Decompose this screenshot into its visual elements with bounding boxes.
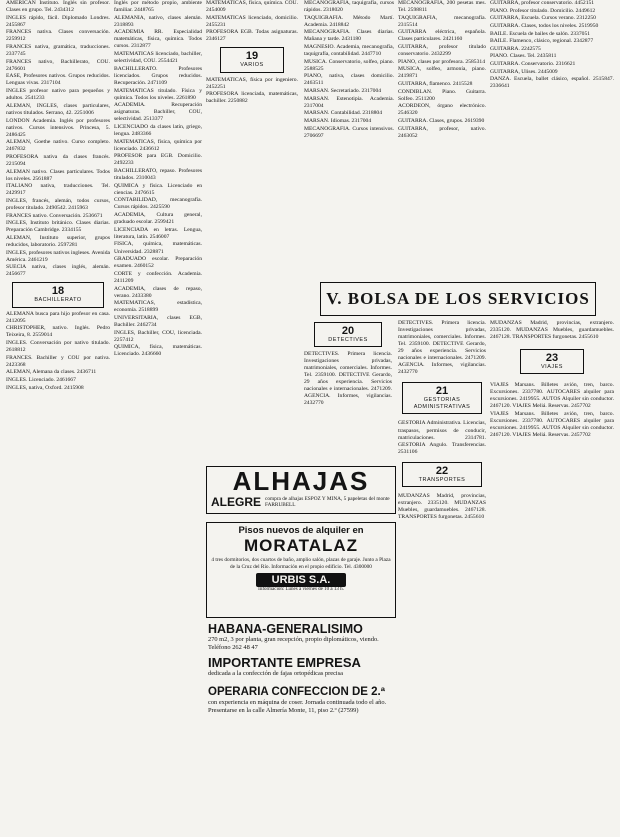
section-number: 21 <box>435 385 449 398</box>
classified-entry: MAGNESIO. Academia, mecanografía, taquigrafía, contabilidad. 2447710 <box>304 44 394 58</box>
classified-entry: GUITARRA, Ulises. 2445009 <box>490 68 558 75</box>
section-label: BACHILLERATO <box>34 297 82 304</box>
section-number: 19 <box>245 50 259 63</box>
column-2-entries <box>114 0 202 358</box>
classified-entry: FRANCES. Bachiller y COU por nativa. 2423368 <box>6 354 110 368</box>
section-label: VARIOS <box>240 62 264 69</box>
classified-entry: GUITARRA, profesor conservatorio. 4452151 <box>490 0 595 6</box>
section-number: 18 <box>51 285 65 298</box>
empresa-ad <box>206 656 396 682</box>
right-column-b <box>490 320 614 837</box>
classified-entry: ALEMAN, Goethe nativo. Curso completo. 2467832 <box>6 139 110 153</box>
column-1-entries <box>6 0 110 278</box>
section-label: VIAJES <box>541 364 563 371</box>
section-header-detectives <box>314 322 382 347</box>
moratalaz-footer: Información: Lunes a viernes de 10 a 13 h. <box>258 587 344 593</box>
classified-entry: INGLES. Licenciado. 2461667 <box>6 376 76 383</box>
section-header-gestorias <box>402 382 482 414</box>
classified-entry: BACHILLERATO. Profesores licenciados. Grupos reducidos. Recuperación. 2471109 <box>114 65 202 86</box>
classified-entry: GUITARRA eléctrica, española. Clases particulares. 2421160 <box>398 29 486 43</box>
classified-entry: ITALIANO nativa, traducciones. Tel. 2429917 <box>6 183 110 197</box>
classified-entry: LONDON Academia. Inglés por profesores nativos. Cursos intensivos. Princesa, 5. 2486425 <box>6 117 110 138</box>
classified-entry: ACADEMIA, clases de repaso, verano. 2433380 <box>114 285 202 299</box>
classified-entry: DANZA. Escuela, ballet clásico, español. 2515847. 2336641 <box>490 76 614 90</box>
column-6 <box>490 0 614 280</box>
classified-entry: ALEMAN, Alemana da clases. 2436711 <box>6 369 97 376</box>
classified-entry: Inglés por método propio, ambiente familiar. 2448765 <box>114 0 202 14</box>
classified-entry: ACORDEON, órgano electrónico. 2546320 <box>398 103 486 117</box>
detectives-text-cont: DETECTIVES. Primera licencia. Investigaciones privadas, matrimoniales, comerciales. Informes. Tel. 2359100. DETECTIVE Gerardo, 29 años experiencia. Servicios nacionales e internacionales. 2471209. AGENCIA. Informes, vigilancias. 2432770 <box>398 320 486 376</box>
column-5-entries <box>398 0 486 140</box>
classified-entry: INGLES, profesores nativos ingleses. Avenida América. 2461219 <box>6 249 110 263</box>
classified-entry: MATEMATICAS titulado. Física y química. Todos los niveles. 2261890 <box>114 87 202 101</box>
column-3-entries <box>206 0 298 43</box>
classified-entry: GUITARRA. 2242575 <box>490 45 541 52</box>
detectives-column <box>304 320 392 460</box>
classified-entry: GUITARRA. Conservatorio. 2316621 <box>490 61 576 68</box>
moratalaz-line1: Pisos nuevos de alquiler en <box>238 525 364 536</box>
classified-entry: MARSAN. Estenotipia. Academia. 2317004 <box>304 95 394 109</box>
section-header-varios <box>220 47 284 72</box>
classified-entry: ALEMAN, INGLES, clases particulares, nativos titulados. Serrano, 42. 2251006 <box>6 102 110 116</box>
column-3 <box>206 0 298 520</box>
classified-entry: PIANO. Clases. Tel. 2435811 <box>490 53 557 60</box>
classified-entry: MATEMATICAS, física, química por licenciado. 2436612 <box>114 138 202 152</box>
classified-entry: INGLES rápido, fácil. Diplomado Londres. 2455867 <box>6 14 110 28</box>
classified-entry: CHRISTOPHER, nativo. Inglés. Pedro Teixeira, 8. 2559014 <box>6 325 110 339</box>
classified-entry: FRANCES nativa. Clases conversación. 2259912 <box>6 29 110 43</box>
classified-entry: GUITARRA. Clases, todos los niveles. 2519950 <box>490 22 599 29</box>
classified-entry: MARSAN. Idiomas. 2317004 <box>304 118 372 125</box>
classified-entry: MATEMATICAS, estadística, economía. 2518899 <box>114 300 202 314</box>
classified-entry: MATEMATICAS licenciado, bachiller, selectividad, COU. 2554421 <box>114 51 202 65</box>
classified-entry: PIANO. Profesor titulado. Domicilio. 2449612 <box>490 7 596 14</box>
classified-entry: INGLES. Conversación por nativo titulado. 2618812 <box>6 339 110 353</box>
classified-entry: QUIMICA y física. Licenciado en ciencias. 2476615 <box>114 182 202 196</box>
detectives-text: DETECTIVES. Primera licencia. Investigaciones privadas, matrimoniales, comerciales. Informes. Tel. 2359100. DETECTIVE Gerardo, 29 años experiencia. Servicios nacionales e internacionales. 2471209. AGENCIA. Informes, vigilancias. 2432770 <box>304 351 392 407</box>
classified-entry: QUIMICA, física, matemáticas. Licenciado. 2436660 <box>114 344 202 358</box>
classified-entry: MUSICA. Conservatorio, solfeo, piano. 2588525 <box>304 58 394 72</box>
transportes-text-cont: MUDANZAS Madrid, provincias, extranjero. 2335120. MUDANZAS Muebles, guardamuebles. 2467128. TRANSPORTES furgonetas. 2455610 <box>490 320 614 341</box>
viajes-text-2: VIAJES Marsans. Billetes avión, tren, barco. Excursiones. 2337780. AUTOCARES alquiler para excursiones. 2419955. AUTOS Alquiler sin conductor. 2467120. VIAJES Meliá. Reservas. 2457702 <box>490 410 614 439</box>
classified-entry: PROFESORA EGB. Todas asignaturas. 2346127 <box>206 29 298 43</box>
classified-entry: GUITARRA, Escuela. Cursos verano. 2312250 <box>490 15 596 22</box>
classified-entry: PROFESOR para EGB. Domicilio. 2492233 <box>114 153 202 167</box>
classified-entry: CONTABILIDAD, mecanografía. Cursos rápidos. 2425590 <box>114 197 202 211</box>
section-number: 22 <box>435 464 449 477</box>
classified-entry: PROFESORA licenciada, matemáticas, bachiller. 2250882 <box>206 91 298 105</box>
section-label: GESTORIAS ADMINISTRATIVAS <box>413 397 471 411</box>
classified-entry: PIANO, nativa, clases domicilio. 2463511 <box>304 73 394 87</box>
classified-entry: MUSICA, solfeo, armonía, piano. 2419871 <box>398 66 486 80</box>
classified-entry: ACADEMIA. Recuperación asignaturas. Bachiller, COU, selectividad. 2513377 <box>114 102 202 123</box>
classified-entry: GUITARRA, flamenco. 2415528 <box>398 81 473 88</box>
classified-entry: CONDIBLAN. Piano. Guitarra. Solfeo. 2511200 <box>398 88 486 102</box>
classified-entry: INGLES, nativa, Oxford. 2415908 <box>6 384 84 391</box>
viajes-text: VIAJES Marsans. Billetes avión, tren, barco. Excursiones. 2337780. AUTOCARES alquiler para excursiones. 2419955. AUTOS Alquiler sin conductor. 2467120. VIAJES Meliá. Reservas. 2457702 <box>490 382 614 410</box>
bolsa-servicios-banner <box>320 282 596 316</box>
classified-entry: FRANCES nativo, Bachillerato, COU. 2476601 <box>6 58 110 72</box>
section-label: TRANSPORTES <box>418 476 466 483</box>
classified-entry: MATEMATICAS, física por ingeniero. 2452251 <box>206 76 298 90</box>
classified-entry: LICENCIADA en letras. Lengua, literatura, latín. 2546007 <box>114 226 202 240</box>
empresa-title: IMPORTANTE EMPRESA <box>208 656 361 670</box>
classified-entry: ALEMAN nativo. Clases particulares. Todos los niveles. 2561887 <box>6 168 110 182</box>
classified-entry: GUITARRA. Clases, grupos. 2619390 <box>398 118 485 125</box>
classified-entry: GRADUADO escolar. Preparación examen. 2460152 <box>114 256 202 270</box>
column-1 <box>6 0 110 837</box>
operaria-title: OPERARIA CONFECCION DE 2.ª <box>208 686 385 698</box>
column-6-entries <box>490 0 614 91</box>
classified-entry: GUITARRA, profesor titulado conservatorio. 2432299 <box>398 44 486 58</box>
classified-entry: FRANCES nativo. Conversación. 2536671 <box>6 212 103 219</box>
classified-entry: ALEMANA busca para hijo profesor en casa. 2412095 <box>6 310 110 324</box>
classified-entry: EASE, Profesores nativos. Grupos reducidos. Lenguas vivas. 2317104 <box>6 73 110 87</box>
section-label: DETECTIVES <box>328 337 368 343</box>
alhajas-ad <box>206 466 396 514</box>
classified-entry: BAILE. Escuela de bailes de salón. 2337051 <box>490 30 591 37</box>
classified-entry: FRANCES nativa, gramática, traducciones. 2337745 <box>6 44 110 58</box>
alhajas-text: compra de alhajas ESPOZ Y MINA, 5 papeletas del monte FARRUBELL <box>265 496 390 508</box>
classified-entry: PROFESORA nativa da clases francés. 2215094 <box>6 153 110 167</box>
classified-entry: ALEMAN, Instituto superior, grupos reducidos, laboratorio. 2597281 <box>6 235 110 249</box>
operaria-ad <box>206 686 396 746</box>
classified-entry: MECANOGRAFIA. Cursos intensivos. 2706697 <box>304 125 394 139</box>
classified-entry: PIANO, clases por profesora. 2585314 <box>398 58 485 65</box>
column-2 <box>114 0 202 837</box>
classified-entry: UNIVERSITARIA, clases EGB, Bachiller. 2462734 <box>114 314 202 328</box>
operaria-text: con experiencia en máquina de coser. Jornada continuada todo el año. Presentarse en la calle Almería Monte, 11, piso 2.º (27599) <box>208 699 387 714</box>
column-4 <box>304 0 394 280</box>
right-column-a <box>398 320 486 837</box>
classified-entry: ACADEMIA, Cultura general, graduado escolar. 2599421 <box>114 212 202 226</box>
classified-entry: BAILE. Flamenco, clásico, regional. 2342877 <box>490 38 594 45</box>
classified-entry: MECANOGRAFIA, taquigrafía, cursos rápidos. 2318020 <box>304 0 394 14</box>
transportes-text: MUDANZAS Madrid, provincias, extranjero. 2335120. MUDANZAS Muebles, guardamuebles. 2467128. TRANSPORTES furgonetas. 2455610 <box>398 492 486 520</box>
column-1-entries-b <box>6 311 110 392</box>
alhajas-title: ALHAJAS <box>232 466 370 496</box>
column-3-entries-b <box>206 77 298 106</box>
section-number: 20 <box>341 325 355 337</box>
classified-entry: FISICA, química, matemáticas. Universidad. 2328871 <box>114 241 202 255</box>
classified-entry: ACADEMIA RR. Especialidad matemáticas, física, química. Todos cursos. 2312877 <box>114 29 202 50</box>
empresa-text: dedicada a la confección de fajas ortopédicas precisa <box>208 670 344 677</box>
classified-entry: ALEMANIA, nativo, clases alemán. 2318893 <box>114 14 202 28</box>
habana-ad <box>206 622 396 652</box>
column-4-entries <box>304 0 394 140</box>
moratalaz-brand: URBIS S.A. <box>256 573 346 587</box>
habana-title: HABANA-GENERALISIMO <box>208 622 363 636</box>
classified-entry: AMERICAN Instituto. Inglés sin profesor. Clases en grupo. Tel. 2434312 <box>6 0 110 14</box>
gestorias-text: GESTORIA Administrativa. Licencias, traspasos, permisos de conducir, matriculaciones. 2314781. GESTORIA Angulo. Transferencias. 2531106 <box>398 420 486 455</box>
classified-entry: MATEMATICAS licenciado, domicilio. 2455231 <box>206 14 298 28</box>
classified-entry: LICENCIADO da clases latín, griego, lengua. 2483366 <box>114 123 202 137</box>
classified-entry: MARSAN. Contabilidad. 2318804 <box>304 110 383 117</box>
section-number: 23 <box>545 352 559 365</box>
classified-entry: MARSAN. Secretariado. 2317004 <box>304 88 382 95</box>
section-header-bachillerato <box>12 282 104 307</box>
classified-entry: GUITARRA, profesor, nativo. 2463052 <box>398 125 486 139</box>
moratalaz-line2: MORATALAZ <box>243 536 359 555</box>
classified-entry: MECANOGRAFIA. Clases diarias. Mañana y tarde. 2431180 <box>304 29 394 43</box>
classified-entry: TAQUIGRAFIA, mecanografía. 2315514 <box>398 14 486 28</box>
classified-entry: CORTE y confección. Academia. 2411209 <box>114 270 202 284</box>
moratalaz-ad <box>206 522 396 618</box>
classified-entry: TAQUIGRAFIA. Método Martí. Academia. 2418842 <box>304 14 394 28</box>
classified-entry: INGLES profesor nativo para pequeños y adultos. 2541233 <box>6 88 110 102</box>
section-header-viajes <box>520 349 584 374</box>
banner-title: V. BOLSA DE LOS SERVICIOS <box>326 289 590 308</box>
habana-text: 270 m2, 3 por planta, gran recepción, propio diplomáticos, viendo. Teléfono 262 48 47 <box>208 636 379 651</box>
alhajas-brand: ALEGRE <box>211 495 262 509</box>
classified-entry: BACHILLERATO, repaso. Profesores titulados. 2310043 <box>114 168 202 182</box>
classified-entry: SUECIA nativa, clases inglés, alemán. 2456677 <box>6 264 110 278</box>
section-header-transportes <box>402 462 482 487</box>
moratalaz-body: 4 tres dormitorios, dos cuartos de baño, amplio salón, plazas de garaje. Junto a Plaza de la Cruz del Río. Información en el propio edificio. Tel. 4300000 <box>211 557 391 570</box>
classified-entry: MATEMATICAS, física, química. COU. 2454009 <box>206 0 298 14</box>
classified-entry: INGLES, Bachiller, COU, licenciada. 2257412 <box>114 329 202 343</box>
column-5 <box>398 0 486 280</box>
classified-entry: INGLES, francés, alemán, todos cursos, profesor titulado. 2490542. 2415963 <box>6 197 110 212</box>
classified-entry: INGLES, Instituto británico. Clases diarias. Preparación Cambridge. 2334155 <box>6 220 110 234</box>
classified-entry: MECANOGRAFIA, 200 pesetas mes. Tel. 2598811 <box>398 0 486 14</box>
